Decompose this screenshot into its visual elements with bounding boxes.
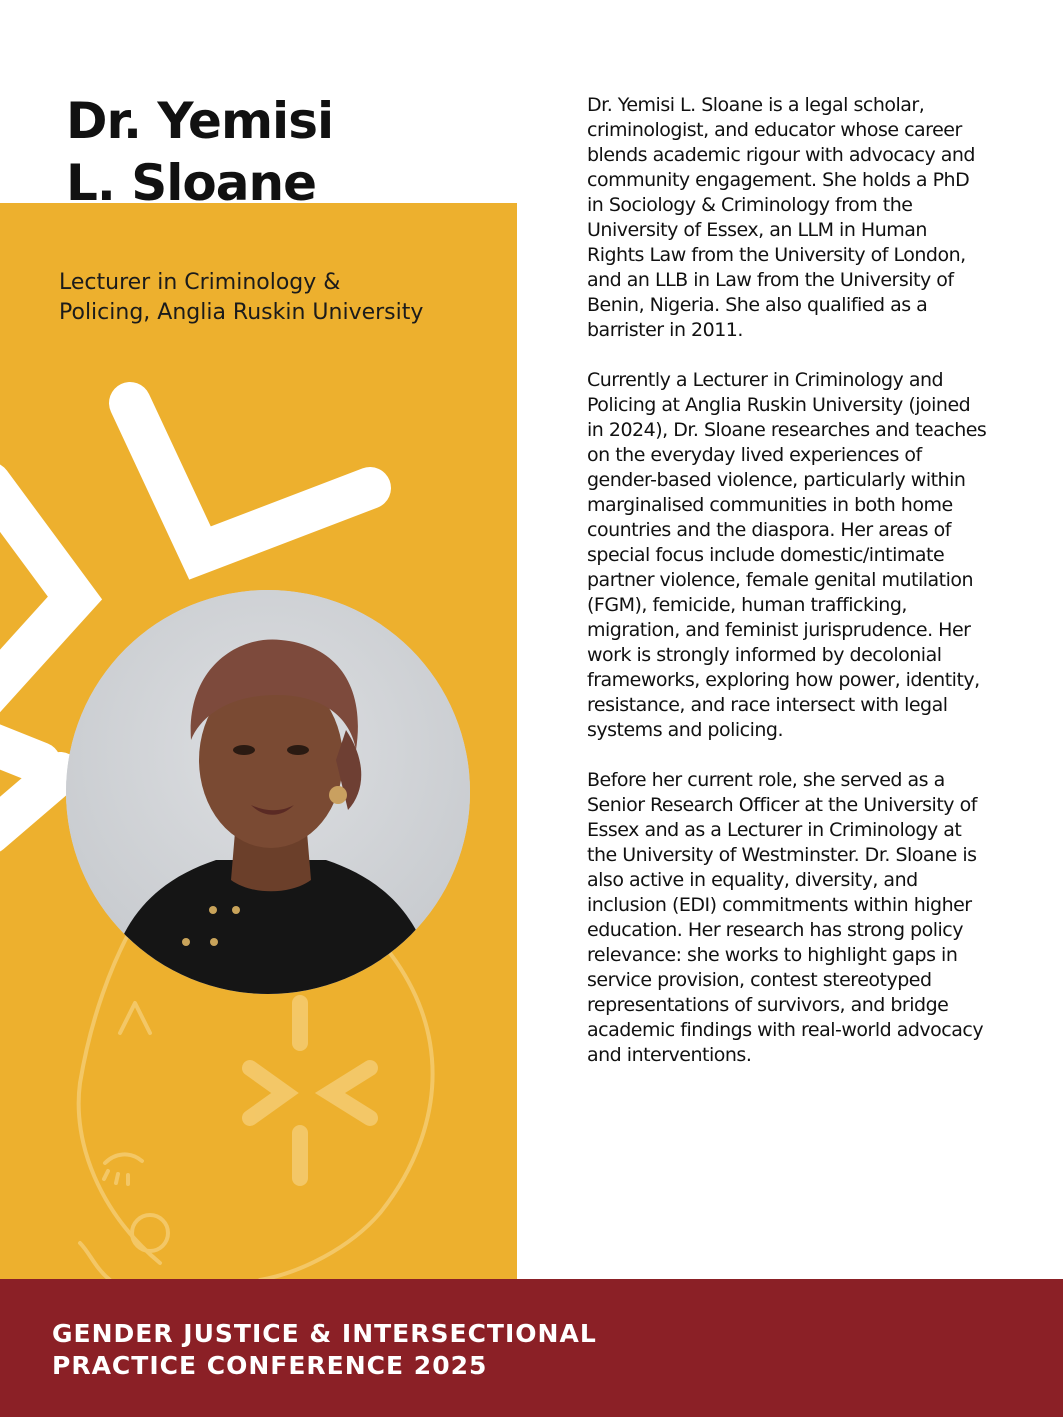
speaker-name-line1: Dr. Yemisi [66, 92, 334, 150]
speaker-biography [587, 93, 987, 1093]
bio-paragraph-3: Before her current role, she served as a Senior Research Officer at the University of Essex and as a Lecturer in Criminology at the University of Westminster. Dr. Sloane is also active in equality, diversity, and inclusion (EDI) commitments within higher education. Her research has strong policy relevance: she works to highlight gaps in service provision, contest stereotyped representations of survivors, and bridge academic findings with real-world advocacy and interventions. [587, 769, 984, 1066]
bio-paragraph-2: Currently a Lecturer in Criminology and Policing at Anglia Ruskin University (joined in 2024), Dr. Sloane researches and teaches on the everyday lived experiences of gender-based violence, particularly within marginalised communities in both home countries and the diaspora. Her areas of special focus include domestic/intimate partner violence, female genital mutilation (FGM), femicide, human trafficking, migration, and feminist jurisprudence. Her work is strongly informed by decolonial frameworks, exploring how power, identity, resistance, and race intersect with legal systems and policing. [587, 369, 987, 741]
speaker-portrait [66, 590, 470, 994]
speaker-role [59, 268, 499, 328]
speaker-role-line2: Policing, Anglia Ruskin University [59, 300, 424, 325]
bio-paragraph-1: Dr. Yemisi L. Sloane is a legal scholar, criminologist, and educator whose career blends academic rigour with advocacy and community engagement. She holds a PhD in Sociology & Criminology from the University of Essex, an LLM in Human Rights Law from the University of London, and an LLB in Law from the University of Benin, Nigeria. She also qualified as a barrister in 2011. [587, 94, 975, 341]
conference-title [52, 1318, 597, 1382]
portrait-illustration [66, 590, 470, 994]
conference-title-line1: GENDER JUSTICE & INTERSECTIONAL [52, 1319, 597, 1348]
speaker-name-line2: L. Sloane [66, 154, 317, 212]
conference-title-line2: PRACTICE CONFERENCE 2025 [52, 1351, 488, 1380]
speaker-name [66, 90, 486, 214]
speaker-role-line1: Lecturer in Criminology & [59, 270, 341, 295]
